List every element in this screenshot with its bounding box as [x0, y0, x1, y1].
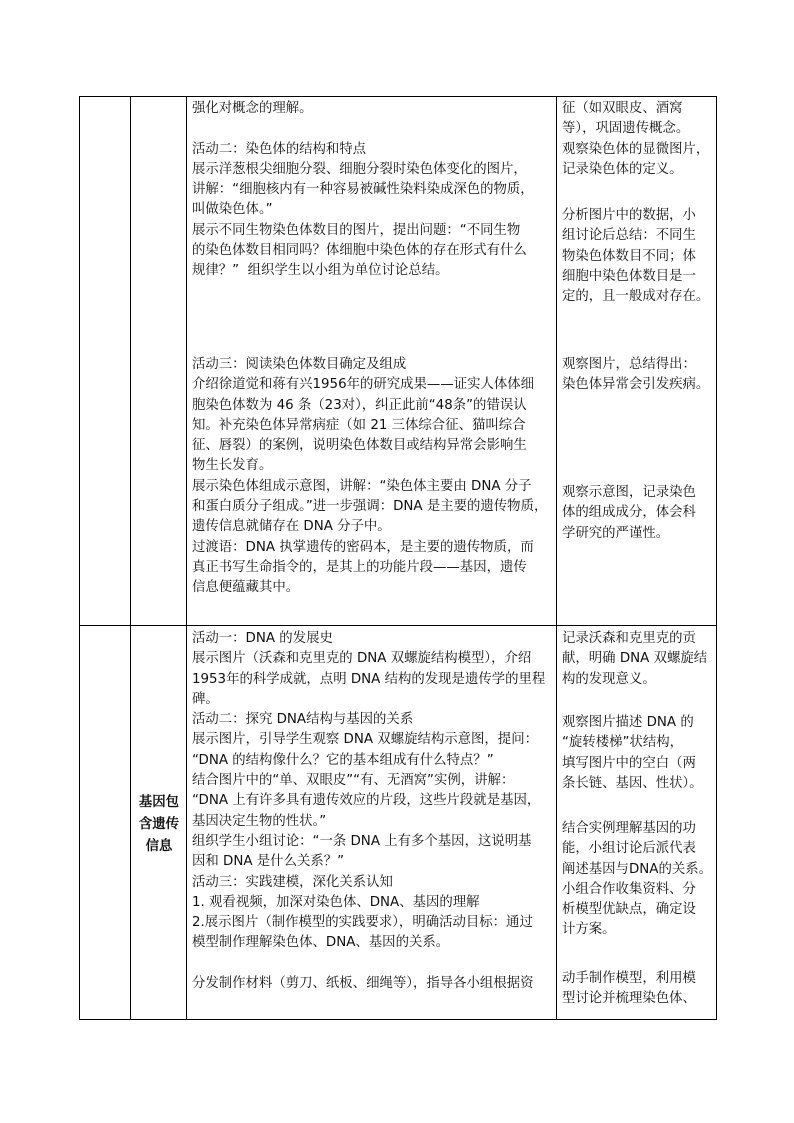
text-line: 规律？” 组织学生以小组为单位讨论总结。	[192, 263, 449, 279]
text-line: 能，小组讨论后派代表	[562, 841, 696, 857]
text-line: 遗传信息就储存在 DNA 分子中。	[192, 519, 391, 535]
text-line: 构的发现意义。	[562, 671, 656, 687]
column-divider	[186, 97, 187, 1019]
text-line: 物生长发育。	[192, 458, 273, 474]
text-line: 观察图片描述 DNA 的	[562, 715, 694, 730]
text-line: 记录沃森和克里克的贡	[562, 631, 696, 646]
text-line: 展示图片，引导学生观察 DNA 双螺旋结构示意图，提问：	[192, 732, 538, 748]
text-line: 型讨论并梳理染色体、	[562, 991, 696, 1007]
topic-line: 信息	[145, 839, 173, 854]
text-line: 活动一：DNA 的发展史	[192, 631, 333, 646]
text-line: 介绍徐道觉和蒋有兴1956年的研究成果——证实人体体细	[192, 377, 535, 393]
text-line: 定的，且一般成对存在。	[562, 289, 710, 305]
text-line: 细胞中染色体数目是一	[562, 268, 696, 284]
student-block	[562, 819, 712, 941]
text-line: “DNA 上有许多具有遗传效应的片段，这些片段就是基因，	[192, 793, 541, 809]
text-line: 组讨论后总结：不同生	[562, 228, 696, 244]
text-line: 因和 DNA 是什么关系？”	[192, 854, 345, 870]
text-line: 析模型优缺点，确定设	[562, 902, 696, 918]
text-line: 叫做染色体。”	[192, 202, 273, 218]
text-line: 结合实例理解基因的功	[562, 821, 696, 836]
text-line: 学研究的严谨性。	[562, 525, 670, 541]
text-line: 征、唇裂）的案例，说明染色体数目或结构异常会影响生	[192, 438, 527, 454]
text-line: 物染色体数目不同；体	[562, 248, 696, 264]
student-block	[562, 713, 703, 794]
text-line: 过渡语：DNA 执掌遗传的密码本，是主要的遗传物质，而	[192, 539, 534, 555]
student-block	[562, 629, 707, 690]
row-divider	[80, 625, 716, 626]
topic-line: 含遗传	[138, 817, 180, 832]
activity-block-3	[192, 355, 547, 599]
lesson-table	[79, 96, 717, 1020]
text-line: 填写图片中的空白（两	[562, 755, 696, 771]
text-line: 观察示意图，记录染色	[562, 485, 696, 500]
text-line: 展示图片（沃森和克里克的 DNA 双螺旋结构模型），介绍	[192, 651, 532, 667]
text-line: 展示染色体组成示意图，讲解：“染色体主要由 DNA 分子	[192, 478, 532, 494]
text-line: 动手制作模型，利用模	[562, 971, 696, 986]
text-line: 胞染色体数为 46 条（23对），纠正此前“48条”的错误认	[192, 397, 527, 413]
text-line: “旋转楼梯”状结构，	[562, 735, 683, 751]
text-line: 条长链、基因、性状）。	[562, 775, 703, 791]
text-line: 体的组成成分，体会科	[562, 505, 696, 521]
student-block	[562, 355, 709, 396]
text-line	[192, 954, 552, 974]
topic-line: 基因包	[138, 795, 180, 810]
text-line: 的染色体数目相同吗？体细胞中染色体的存在形式有什么	[192, 243, 527, 259]
text-line: 展示不同生物染色体数目的图片，提出问题：“不同生物	[192, 222, 521, 238]
text-line: 阐述基因与DNA的关系。	[562, 861, 713, 877]
text-line: 记录染色体的定义。	[562, 161, 683, 177]
text-line	[192, 119, 534, 139]
text-line: 2.展示图片（制作模型的实践要求），明确活动目标：通过	[192, 915, 533, 931]
text-line: 活动三：阅读染色体数目确定及组成	[192, 357, 407, 372]
student-block	[562, 206, 709, 307]
text-line: 活动二：探究 DNA结构与基因的关系	[192, 712, 414, 728]
text-line: 分发制作材料（剪刀、纸板、细绳等），指导各小组根据资	[192, 976, 534, 992]
text-line: 征（如双眼皮、酒窝	[562, 101, 683, 116]
text-line: 模型制作理解染色体、DNA、基因的关系。	[192, 935, 450, 951]
text-line: 计方案。	[562, 922, 616, 938]
text-line: “DNA 的结构像什么？它的基本组成有什么特点？”	[192, 752, 494, 768]
text-line: 组织学生小组讨论：“一条 DNA 上有多个基因，这说明基	[192, 833, 532, 849]
text-line: 观察图片，总结得出：	[562, 357, 696, 372]
text-line: 强化对概念的理解。	[192, 101, 313, 116]
text-line: 和蛋白质分子组成。”进一步强调：DNA 是主要的遗传物质，	[192, 499, 548, 515]
text-line: 真正书写生命指令的，是其上的功能片段——基因，遗传	[192, 559, 527, 575]
text-line: 基因决定生物的性状。”	[192, 813, 327, 829]
student-block	[562, 969, 696, 1010]
text-line: 碑。	[192, 691, 219, 707]
text-line: 分析图片中的数据，小	[562, 208, 696, 223]
text-line: 讲解：“细胞核内有一种容易被碱性染料染成深色的物质，	[192, 182, 534, 198]
text-line: 等），巩固遗传概念。	[562, 121, 690, 137]
text-line: 小组合作收集资料、分	[562, 881, 696, 897]
column-divider	[130, 97, 131, 1019]
text-line: 信息便蕴藏其中。	[192, 580, 300, 596]
teacher-activity-cell	[192, 629, 552, 994]
student-block	[562, 99, 709, 180]
text-line: 知。补充染色体异常病症（如 21 三体综合征、猫叫综合	[192, 417, 526, 433]
topic-cell	[132, 792, 186, 858]
student-block	[562, 483, 696, 544]
text-line: 活动三：实践建模，深化关系认知	[192, 874, 393, 890]
text-line: 1. 观看视频，加深对染色体、DNA、基因的理解	[192, 894, 480, 910]
text-line: 结合图片中的“单、双眼皮”“有、无酒窝”实例，讲解：	[192, 773, 515, 789]
text-line: 献，明确 DNA 双螺旋结	[562, 651, 708, 667]
column-divider	[556, 97, 557, 1019]
text-line: 活动二：染色体的结构和特点	[192, 141, 367, 157]
activity-block-2	[192, 99, 534, 282]
text-line: 展示洋葱根尖细胞分裂、细胞分裂时染色体变化的图片，	[192, 161, 527, 177]
text-line: 1953年的科学成就，点明 DNA 结构的发现是遗传学的里程	[192, 671, 546, 687]
text-line: 观察染色体的显微图片，	[562, 141, 710, 157]
text-line: 染色体异常会引发疾病。	[562, 377, 710, 393]
